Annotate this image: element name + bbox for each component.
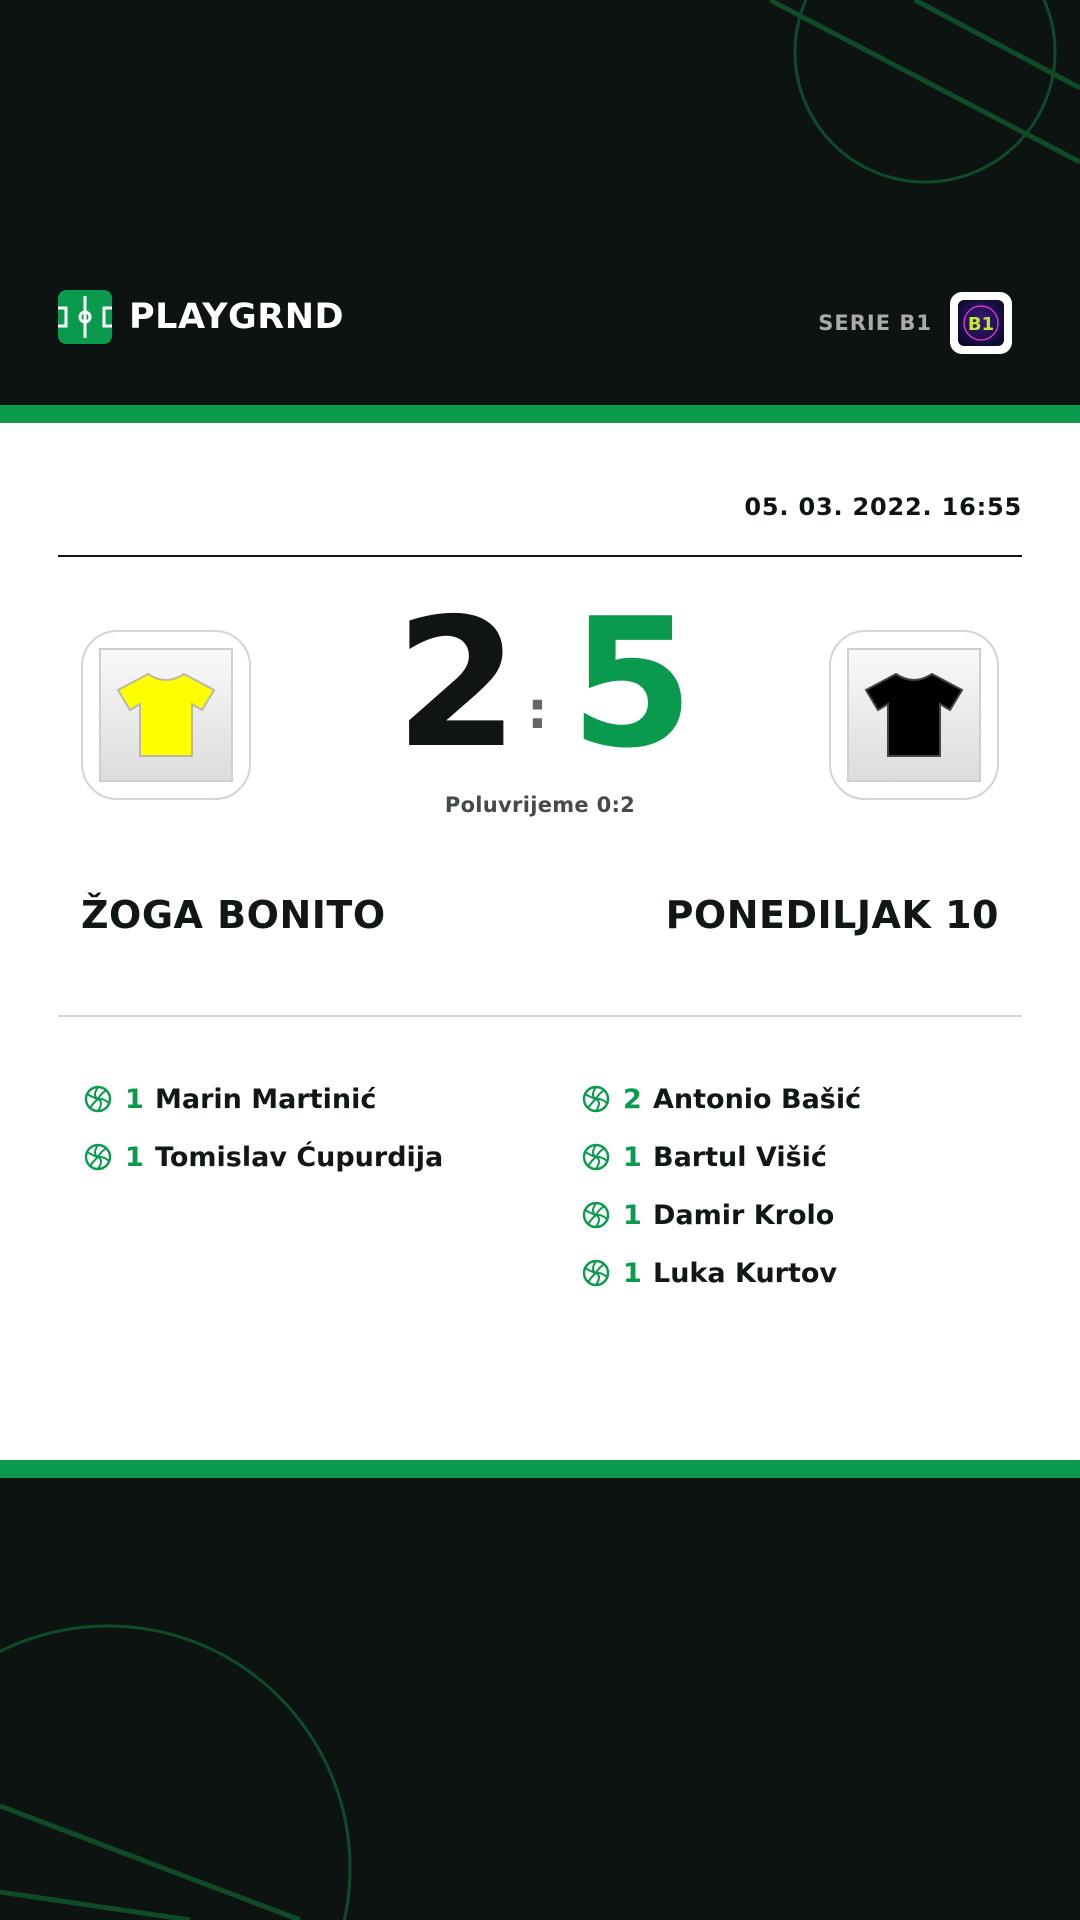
league-badge-text: B1 [967, 314, 995, 335]
halftime-score: Poluvrijeme 0:2 [444, 793, 636, 817]
soccer-ball-icon [84, 1143, 112, 1171]
soccer-ball-icon [582, 1201, 610, 1229]
soccer-ball-icon [582, 1259, 610, 1287]
match-datetime: 05. 03. 2022. 16:55 [744, 493, 1022, 521]
league[interactable] [818, 292, 1012, 354]
header [0, 0, 1080, 405]
scorer-row [582, 1128, 861, 1186]
bottom-accent-stripe [0, 1460, 1080, 1478]
player-name[interactable]: Damir Krolo [653, 1199, 835, 1231]
home-team-name[interactable]: ŽOGA BONITO [81, 893, 386, 937]
soccer-ball-icon [84, 1085, 112, 1113]
brand-name: PLAYGRND [129, 297, 345, 337]
pitch-icon [58, 290, 112, 344]
player-name[interactable]: Marin Martinić [155, 1083, 377, 1115]
soccer-ball-icon [582, 1085, 610, 1113]
scorer-row [84, 1070, 443, 1128]
home-scorers-list [84, 1070, 443, 1186]
away-score: 5 [570, 580, 694, 787]
player-name[interactable]: Antonio Bašić [653, 1083, 862, 1115]
away-jersey-frame [847, 648, 981, 782]
scorer-row [84, 1128, 443, 1186]
soccer-ball-icon [582, 1143, 610, 1171]
home-jersey-icon [114, 670, 218, 760]
goal-count: 2 [623, 1083, 642, 1115]
player-name[interactable]: Bartul Višić [653, 1141, 827, 1173]
away-team-name[interactable]: PONEDILJAK 10 [665, 893, 999, 937]
league-name: SERIE B1 [818, 311, 932, 335]
home-jersey-frame [99, 648, 233, 782]
divider [58, 555, 1022, 557]
goal-count: 1 [125, 1083, 144, 1115]
home-score: 2 [395, 580, 519, 787]
away-jersey-icon [862, 670, 966, 760]
home-team-crest[interactable] [81, 630, 251, 800]
away-scorers-list [582, 1070, 861, 1302]
goal-count: 1 [125, 1141, 144, 1173]
goal-count: 1 [623, 1141, 642, 1173]
scorer-row [582, 1186, 861, 1244]
score-separator: : [527, 681, 548, 741]
divider [58, 1015, 1022, 1017]
brand[interactable] [58, 290, 344, 344]
away-team-crest[interactable] [829, 630, 999, 800]
top-accent-stripe [0, 405, 1080, 423]
league-badge [950, 292, 1012, 354]
player-name[interactable]: Luka Kurtov [653, 1257, 838, 1289]
goal-count: 1 [623, 1199, 642, 1231]
scorer-row [582, 1070, 861, 1128]
player-name[interactable]: Tomislav Ćupurdija [155, 1141, 444, 1173]
scorer-row [582, 1244, 861, 1302]
match-card [0, 423, 1080, 1460]
goal-count: 1 [623, 1257, 642, 1289]
